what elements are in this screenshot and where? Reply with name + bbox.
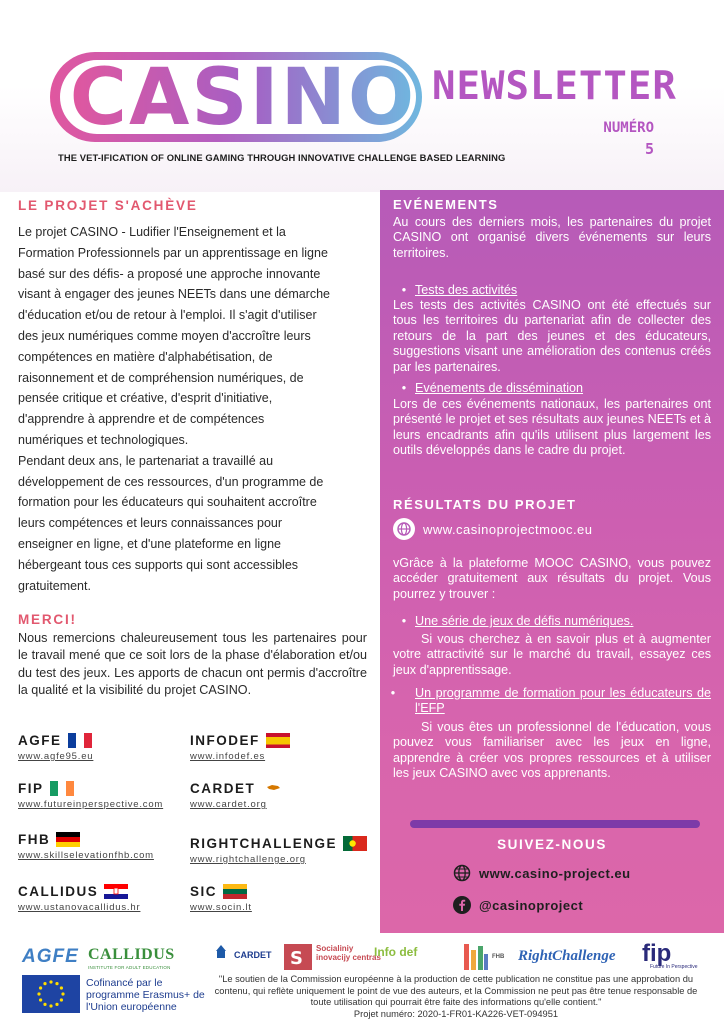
flag-germany-icon	[56, 832, 80, 847]
bullet-dot-icon: •	[390, 686, 396, 700]
fhb-logo-text: FHB	[492, 954, 505, 960]
disclaimer	[206, 974, 706, 1020]
project-number: Projet numéro: 2020-1-FR01-KA226-VET-094951	[353, 1008, 559, 1019]
partner-agfe	[18, 733, 93, 762]
dissemination-description: Lors de ces événements nationaux, les partenaires ont présenté le projet et ses résultats aux jeunes NEETs et à leurs encadrants afin qu'ils utilisent plus largement les outils développés dans le cadre du projet.	[393, 397, 711, 458]
sic-logo: Socialiniy inovacijy centras	[316, 944, 381, 962]
partner-rightchallenge	[190, 836, 367, 865]
partner-cardet	[190, 781, 285, 810]
bullet-title: Une série de jeux de défis numériques.	[415, 614, 634, 628]
fhb-logo-icon	[462, 942, 490, 972]
results-bullet-training	[390, 686, 711, 717]
follow-heading: SUIVEZ-NOUS	[497, 837, 607, 852]
merci-text: Nous remercions chaleureusement tous les partenaires pour le travail mené que ce soit lors de la phase d'élaboration et/ou du test des jeux. Les apports de chacun ont permis d'accroître la qualité et la visibilité du projet CASINO.	[18, 631, 367, 698]
text-line: raisonnement et de compréhension numériques, de	[18, 370, 304, 385]
partner-logos-strip	[18, 940, 708, 975]
bullet-dot-icon: •	[401, 614, 407, 628]
flag-ireland-icon	[50, 781, 74, 796]
games-description: Si vous cherchez à en savoir plus et à augmenter votre attractivité sur le marché du travail, essayez ces jeux d'apprentissage.	[393, 632, 711, 677]
tests-description: Les tests des activités CASINO ont été effectués sur tous les territoires du partenariat afin de collecter des retours de la part des jeunes et des éducateurs, suggestions visant une amélioration des contenus créés par les partenaires.	[393, 298, 711, 374]
sic-emblem-icon	[284, 944, 312, 970]
partner-name: FIP	[18, 781, 44, 796]
partner-fip	[18, 781, 163, 810]
partner-callidus	[18, 884, 140, 913]
disclaimer-text: "Le soutien de la Commission européenne à la production de cette publication ne constitue pas une approbation du contenu, qui reflète uniquement le point de vue des auteurs, et la Commission ne peut pas être tenue responsable de toute utilisation qui pourrait être faite des informations qu'elle contient."	[214, 974, 698, 1007]
partner-url[interactable]: www.agfe95.eu	[18, 751, 94, 762]
text-line: formation pour les éducateurs qui souhaitent accroître	[18, 495, 317, 510]
globe-icon	[453, 864, 471, 882]
section-heading-results: RÉSULTATS DU PROJET	[393, 497, 577, 512]
cardet-logo: CARDET	[234, 950, 272, 960]
results-bullet-games	[393, 614, 711, 629]
text-line: Le projet CASINO - Ludifier l'Enseignement et la	[18, 225, 286, 239]
divider-bar	[410, 820, 700, 828]
project-description	[18, 222, 358, 596]
text-line: leurs compétences et leurs connaissances pour	[18, 516, 283, 531]
partner-url[interactable]: www.socin.lt	[190, 902, 252, 913]
bullet-dot-icon: •	[401, 283, 407, 297]
fip-logo: fip	[642, 940, 672, 967]
text-line: d'éducation et/ou de retour à l'emploi. Il s'agit d'utiliser	[18, 308, 317, 323]
fip-logo-subtitle: Future In Perspective	[650, 964, 698, 970]
flag-lithuania-icon	[223, 884, 247, 899]
callidus-logo-subtitle: INSTITUTE FOR ADULT EDUCATION	[88, 965, 171, 970]
section-heading-events: EVÉNEMENTS	[393, 197, 499, 212]
text-line: d'apprendre à apprendre et de compétences	[18, 412, 265, 427]
text-line: enseigner en ligne, et d'une plateforme en ligne	[18, 536, 281, 551]
facebook-link[interactable]	[453, 895, 583, 915]
partner-name: SIC	[190, 884, 218, 899]
bullet-title: Evénements de dissémination	[415, 381, 584, 395]
partner-sic	[190, 884, 252, 913]
results-intro: vGrâce à la plateforme MOOC CASINO, vous pouvez accéder gratuitement aux résultats du projet. Vous pourrez y trouver :	[393, 556, 711, 601]
partner-url[interactable]: www.skillselevationfhb.com	[18, 850, 154, 861]
text-line: visant à engager des jeunes NEETs dans une démarche	[18, 287, 330, 302]
callidus-logo: CALLIDUS	[88, 946, 175, 963]
casino-logo: CASINO	[69, 53, 417, 143]
partner-url[interactable]: www.rightchallenge.org	[190, 854, 306, 865]
bullet-title: Un programme de formation pour les éducateurs de l'EFP	[415, 686, 711, 716]
cardet-emblem-icon	[208, 944, 234, 960]
text-line: pensée critique et créative, d'esprit d'initiative,	[18, 391, 273, 406]
issue-number: 5	[644, 140, 654, 158]
tagline: THE VET-IFICATION OF ONLINE GAMING THROUGH INNOVATIVE CHALLENGE BASED LEARNING	[58, 152, 506, 163]
website-url[interactable]: www.casino-project.eu	[479, 865, 631, 881]
partner-infodef	[190, 733, 290, 762]
flag-cyprus-icon	[261, 781, 285, 796]
text-line: basé sur des défis- a proposé une approche innovante	[18, 266, 321, 281]
svg-text:S: S	[290, 948, 303, 969]
website-link[interactable]	[453, 863, 631, 883]
text-line: numériques et technologiques.	[18, 432, 189, 447]
newsletter-title: NEWSLETTER	[432, 64, 677, 109]
flag-croatia-icon	[104, 884, 128, 899]
partner-name: CARDET	[190, 781, 256, 796]
text-line: Formation Professionnels par un apprentissage en ligne	[18, 245, 328, 260]
text-line: développement de ces ressources, d'un programme de	[18, 474, 324, 489]
eu-flag-icon	[22, 975, 80, 1013]
partner-url[interactable]: www.ustanovacallidus.hr	[18, 902, 141, 913]
partner-name: CALLIDUS	[18, 884, 99, 899]
results-link[interactable]	[393, 518, 593, 540]
flag-france-icon	[68, 733, 92, 748]
partner-name: FHB	[18, 832, 51, 847]
partner-url[interactable]: www.futureinperspective.com	[18, 799, 164, 810]
text-line: des jeux numériques comme moyen d'accroître leurs	[18, 328, 311, 343]
erasmus-cofunding-text: Cofinancé par le programme Erasmus+ de l'Union européenne	[86, 977, 205, 1013]
text-line: gratuitement.	[18, 578, 91, 593]
flag-spain-icon	[266, 733, 290, 748]
events-intro: Au cours des derniers mois, les partenaires du projet CASINO ont organisé divers événements sur leurs territoires.	[393, 215, 711, 260]
agfe-logo: AGFE	[22, 946, 79, 967]
training-description: Si vous êtes un professionnel de l'éducation, vous pouvez vous familiariser avec les jeux en ligne, apprendre à créer vos propres ressources et à utiliser les jeux CASINO avec vos apprenants.	[393, 720, 711, 781]
partner-url[interactable]: www.infodef.es	[190, 751, 266, 762]
rightchallenge-logo: RightChallenge	[518, 948, 616, 964]
bullet-title: Tests des activités	[415, 283, 518, 297]
section-heading-merci: MERCI!	[18, 612, 77, 627]
flag-portugal-icon	[343, 836, 367, 851]
infodef-logo: Info def	[374, 945, 418, 959]
text-line: hébergeant tous ces supports qui sont accessibles	[18, 557, 299, 572]
results-url[interactable]: www.casinoprojectmooc.eu	[423, 521, 593, 537]
partner-fhb	[18, 832, 154, 861]
section-heading-project: LE PROJET S'ACHÈVE	[18, 198, 198, 213]
facebook-icon	[453, 896, 471, 914]
partner-name: INFODEF	[190, 733, 260, 748]
bullet-dot-icon: •	[401, 381, 407, 395]
text-line: Pendant deux ans, le partenariat a travaillé au	[18, 453, 274, 468]
partner-name: RIGHTCHALLENGE	[190, 836, 337, 851]
partner-url[interactable]: www.cardet.org	[190, 799, 267, 810]
events-bullet-tests	[393, 283, 711, 298]
globe-icon	[393, 518, 415, 540]
facebook-handle[interactable]: @casinoproject	[479, 897, 584, 913]
issue-label: NUMÉRO	[603, 120, 654, 136]
text-line: compétences en matière d'alphabétisation, de	[18, 349, 273, 364]
events-bullet-dissemination	[393, 381, 711, 396]
partner-name: AGFE	[18, 733, 62, 748]
